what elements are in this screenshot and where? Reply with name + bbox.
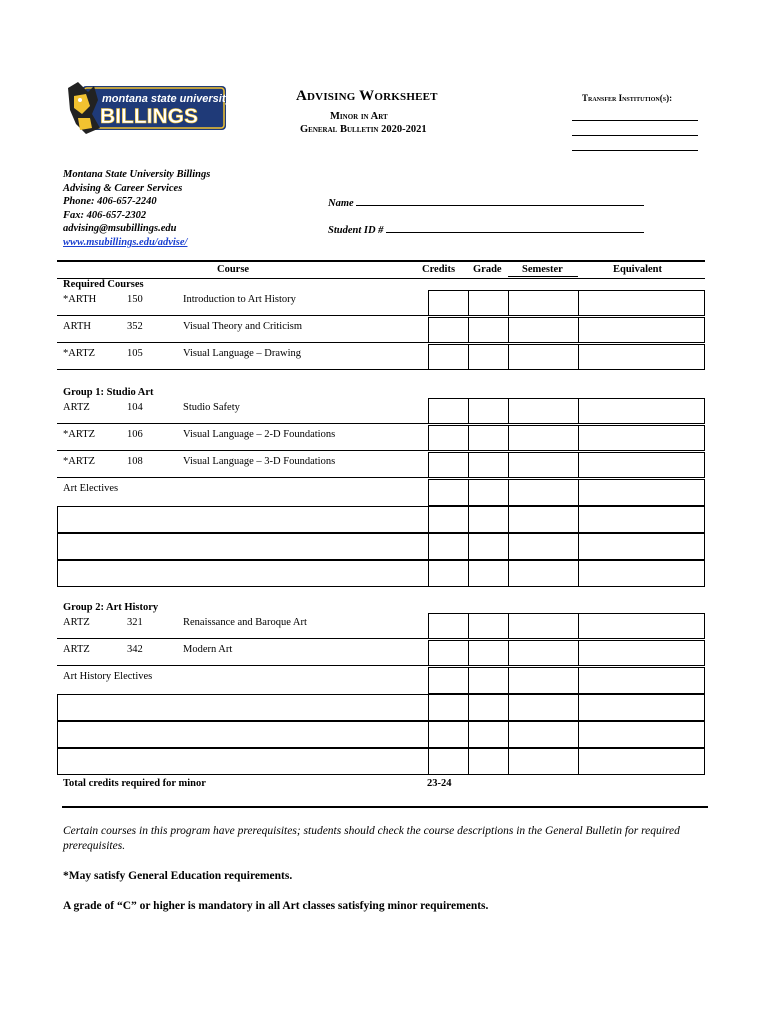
course-number: 104 xyxy=(127,402,143,413)
bulletin-year: General Bulletin 2020-2021 xyxy=(300,124,427,135)
student-id-field xyxy=(328,223,644,236)
student-id-label: Student ID # xyxy=(328,225,384,236)
course-prefix: ARTZ xyxy=(63,617,90,628)
credits-cell xyxy=(428,290,469,316)
col-equivalent: Equivalent xyxy=(613,264,663,275)
grade-cell[interactable] xyxy=(468,694,509,721)
equivalent-cell[interactable] xyxy=(578,452,705,478)
credits-cell xyxy=(428,721,469,748)
transfer-line-2[interactable] xyxy=(572,135,698,136)
transfer-label: Transfer Institution(s): xyxy=(582,93,673,103)
course-prefix: *ARTZ xyxy=(63,456,96,467)
course-title: Visual Language – 3-D Foundations xyxy=(183,456,336,467)
grade-cell[interactable] xyxy=(468,479,509,506)
course-title: Renaissance and Baroque Art xyxy=(183,617,307,628)
grade-note: A grade of “C” or higher is mandatory in all Art classes satisfying minor requirements. xyxy=(63,900,489,912)
course-prefix: *ARTH xyxy=(63,294,97,305)
course-number: 108 xyxy=(127,456,143,467)
equivalent-cell[interactable] xyxy=(578,479,705,506)
credits-cell xyxy=(428,748,469,775)
col-credits: Credits xyxy=(422,264,456,275)
semester-cell[interactable] xyxy=(508,533,579,560)
course-number: 150 xyxy=(127,294,143,305)
credits-cell xyxy=(428,533,469,560)
course-number: 105 xyxy=(127,348,143,359)
page-subtitle: Minor in Art xyxy=(330,111,388,122)
course-number: 352 xyxy=(127,321,143,332)
credits-cell xyxy=(428,640,469,666)
row-divider xyxy=(57,450,428,451)
student-id-input-line[interactable] xyxy=(386,223,644,233)
total-credits: 23-24 xyxy=(427,778,452,789)
semester-cell[interactable] xyxy=(508,425,579,451)
row-divider xyxy=(57,638,428,639)
equivalent-cell[interactable] xyxy=(578,506,705,533)
total-divider xyxy=(62,806,708,808)
contact-phone: Phone: 406-657-2240 xyxy=(63,196,157,208)
credits-cell xyxy=(428,479,469,506)
col-semester: Semester xyxy=(522,264,563,275)
blank-course-cell[interactable] xyxy=(57,506,429,533)
total-label: Total credits required for minor xyxy=(63,778,206,789)
equivalent-cell[interactable] xyxy=(578,640,705,666)
col-grade: Grade xyxy=(473,264,502,275)
name-label: Name xyxy=(328,198,354,209)
equivalent-cell[interactable] xyxy=(578,425,705,451)
required-heading: Required Courses xyxy=(63,279,144,290)
grade-cell[interactable] xyxy=(468,425,509,451)
contact-web-link[interactable]: www.msubillings.edu/advise/ xyxy=(63,236,188,248)
grade-cell[interactable] xyxy=(468,613,509,639)
semester-cell[interactable] xyxy=(508,748,579,775)
art-electives-label: Art Electives xyxy=(63,483,119,494)
row-divider xyxy=(57,369,428,370)
equivalent-cell[interactable] xyxy=(578,667,705,694)
grade-cell[interactable] xyxy=(468,317,509,343)
course-prefix: *ARTZ xyxy=(63,429,96,440)
credits-cell xyxy=(428,452,469,478)
blank-course-cell[interactable] xyxy=(57,560,429,587)
semester-cell[interactable] xyxy=(508,667,579,694)
grade-cell[interactable] xyxy=(468,452,509,478)
credits-cell xyxy=(428,425,469,451)
course-prefix: ARTZ xyxy=(63,402,90,413)
logo-text-2: BILLINGS xyxy=(100,105,198,128)
transfer-line-3[interactable] xyxy=(572,150,698,151)
contact-org: Montana State University Billings xyxy=(63,169,211,180)
course-prefix: ARTH xyxy=(63,321,91,332)
course-title: Studio Safety xyxy=(183,402,240,413)
equivalent-cell[interactable] xyxy=(578,533,705,560)
course-number: 321 xyxy=(127,617,143,628)
course-title: Introduction to Art History xyxy=(183,294,296,305)
semester-cell[interactable] xyxy=(508,560,579,587)
name-input-line[interactable] xyxy=(356,196,644,206)
equivalent-cell[interactable] xyxy=(578,694,705,721)
semester-cell[interactable] xyxy=(508,290,579,316)
course-number: 342 xyxy=(127,644,143,655)
row-divider xyxy=(57,477,428,478)
semester-cell[interactable] xyxy=(508,640,579,666)
equivalent-cell[interactable] xyxy=(578,613,705,639)
grade-cell[interactable] xyxy=(468,344,509,370)
course-prefix: ARTZ xyxy=(63,644,90,655)
blank-course-cell[interactable] xyxy=(57,748,429,775)
credits-cell xyxy=(428,560,469,587)
contact-fax: Fax: 406-657-2302 xyxy=(63,209,147,221)
grade-cell[interactable] xyxy=(468,748,509,775)
course-number: 106 xyxy=(127,429,143,440)
equivalent-cell[interactable] xyxy=(578,398,705,424)
logo-text-1: montana state university xyxy=(102,93,230,105)
credits-cell xyxy=(428,506,469,533)
semester-cell[interactable] xyxy=(508,506,579,533)
gened-note: *May satisfy General Education requirements. xyxy=(63,870,293,882)
course-title: Modern Art xyxy=(183,644,233,655)
grade-cell[interactable] xyxy=(468,640,509,666)
blank-course-cell[interactable] xyxy=(57,721,429,748)
grade-cell[interactable] xyxy=(468,721,509,748)
credits-cell xyxy=(428,694,469,721)
row-divider xyxy=(57,665,428,666)
col-course: Course xyxy=(217,264,250,275)
history-electives-label: Art History Electives xyxy=(63,671,153,682)
row-divider xyxy=(57,315,428,316)
msub-logo xyxy=(64,78,230,138)
semester-cell[interactable] xyxy=(508,344,579,370)
transfer-line-1[interactable] xyxy=(572,120,698,121)
credits-cell xyxy=(428,317,469,343)
row-divider xyxy=(57,342,428,343)
credits-cell xyxy=(428,667,469,694)
name-field xyxy=(328,196,644,209)
grade-cell[interactable] xyxy=(468,533,509,560)
semester-cell[interactable] xyxy=(508,317,579,343)
contact-block xyxy=(63,168,210,250)
course-title: Visual Language – 2-D Foundations xyxy=(183,429,336,440)
contact-dept: Advising & Career Services xyxy=(63,182,183,194)
semester-cell[interactable] xyxy=(508,398,579,424)
group1-heading: Group 1: Studio Art xyxy=(63,387,154,398)
equivalent-cell[interactable] xyxy=(578,560,705,587)
semester-cell[interactable] xyxy=(508,479,579,506)
grade-cell[interactable] xyxy=(468,398,509,424)
semester-cell[interactable] xyxy=(508,613,579,639)
course-prefix: *ARTZ xyxy=(63,348,96,359)
blank-course-cell[interactable] xyxy=(57,533,429,560)
course-title: Visual Theory and Criticism xyxy=(183,321,303,332)
credits-cell xyxy=(428,344,469,370)
grade-cell[interactable] xyxy=(468,667,509,694)
blank-course-cell[interactable] xyxy=(57,694,429,721)
semester-cell[interactable] xyxy=(508,721,579,748)
grade-cell[interactable] xyxy=(468,560,509,587)
credits-cell xyxy=(428,613,469,639)
equivalent-cell[interactable] xyxy=(578,344,705,370)
equivalent-cell[interactable] xyxy=(578,290,705,316)
row-divider xyxy=(57,423,428,424)
prereq-note: Certain courses in this program have prerequisites; students should check the course descriptions in the General Bulletin for required prerequisites. xyxy=(63,825,680,852)
credits-cell xyxy=(428,398,469,424)
table-header xyxy=(57,260,705,279)
grade-cell[interactable] xyxy=(468,290,509,316)
group2-heading: Group 2: Art History xyxy=(63,602,159,613)
grade-cell[interactable] xyxy=(468,506,509,533)
contact-email: advising@msubillings.edu xyxy=(63,223,177,235)
equivalent-cell[interactable] xyxy=(578,748,705,775)
equivalent-cell[interactable] xyxy=(578,317,705,343)
semester-cell[interactable] xyxy=(508,694,579,721)
equivalent-cell[interactable] xyxy=(578,721,705,748)
course-title: Visual Language – Drawing xyxy=(183,348,302,359)
semester-cell[interactable] xyxy=(508,452,579,478)
page-title: Advising Worksheet xyxy=(296,88,438,104)
